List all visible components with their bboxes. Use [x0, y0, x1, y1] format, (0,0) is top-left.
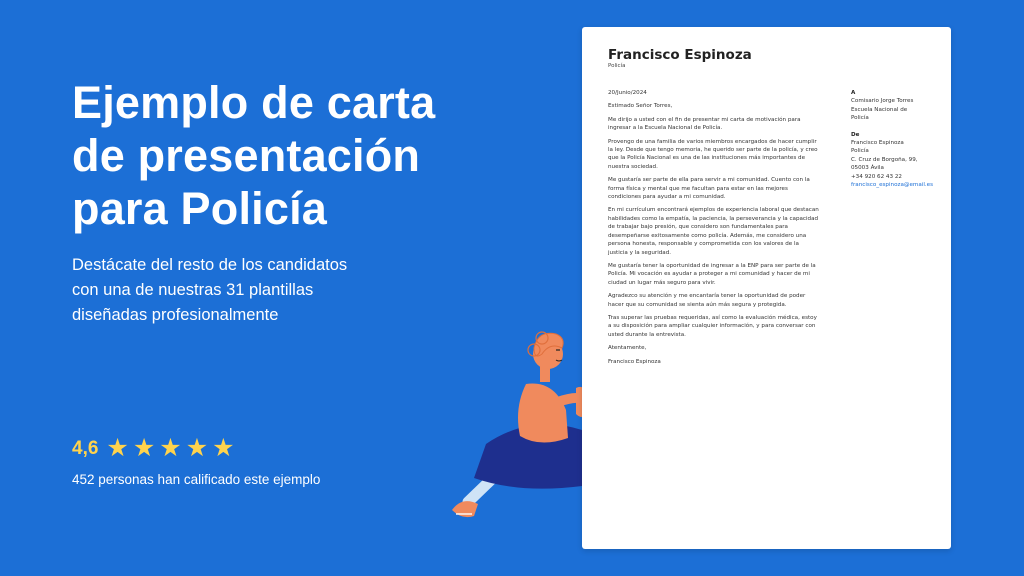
letter-paragraph: Agradezco su atención y me encantaría tener la oportunidad de poder hacer que su comunidad se sienta aún más segura y protegida. [608, 293, 806, 308]
letter-closing: Atentamente, [608, 345, 647, 352]
sender-email: francisco_espinoza@email.es [851, 182, 934, 189]
rating-count: 452 personas han calificado este ejemplo [72, 472, 321, 487]
letter-signature: Francisco Espinoza [608, 358, 661, 365]
star-icon: ★ [106, 434, 129, 462]
letter-body [608, 89, 820, 371]
letter-paragraph: Me gustaría tener la oportunidad de ingresar a la ENP para ser parte de la Policía. Mi vocación es ayudar a proteger a mi comunidad y hacer de mi ciudad un lugar más seguro para vivir. [608, 262, 816, 286]
letter-paragraph: Provengo de una familia de varios miembros encargados de hacer cumplir la ley. Desde que tengo memoria, he querido ser parte de la policía, y creo que la Policía Nacional es una de las instituciones más importantes de nuestra sociedad. [608, 138, 818, 170]
star-icon: ★ [212, 434, 235, 462]
sender-label: De [851, 131, 860, 138]
letter-paragraph: Tras superar las pruebas requeridas, así como la evaluación médica, estoy a su disposición para ampliar cualquier información, y para conversar con usted durante la entrevista. [608, 314, 817, 338]
letter-paragraph: En mi currículum encontrará ejemplos de experiencia laboral que destacan habilidades como la empatía, la paciencia, la perseverancia y la capacidad de trabajar bajo presión, que considero son fundamentales para desempeñarse exitosamente como policía. Además, me considero una persona honesta, responsable y comprometida con los valores de la justicia y la seguridad. [608, 207, 819, 256]
woman-illustration [430, 310, 600, 530]
recipient-line: Comisario Jorge Torres [851, 98, 914, 105]
recipient-line: Policía [851, 115, 869, 122]
star-icon: ★ [185, 434, 209, 462]
sender-line: Policía [851, 148, 869, 155]
cover-letter-preview [582, 27, 951, 549]
star-icon: ★ [132, 434, 156, 462]
letter-paragraph: Me gustaría ser parte de ella para servir a mi comunidad. Cuento con la forma física y mental que me facultan para estar en las mejores condiciones para ayudar a mi comunidad. [608, 177, 810, 201]
letter-paragraph: Me dirijo a usted con el fin de presentar mi carta de motivación para ingresar a la Escuela Nacional de Policía. [608, 116, 801, 132]
recipient-block [851, 89, 946, 123]
sender-line: C. Cruz de Borgoña, 99, [851, 156, 918, 163]
hero-subtitle: Destácate del resto de los candidatos con una de nuestras 31 plantillas diseñadas profesionalmente [72, 256, 348, 324]
rating-row [72, 436, 239, 461]
sender-block [851, 131, 946, 190]
rating-value: 4,6 [72, 437, 99, 459]
author-role: Policía [608, 63, 626, 69]
author-name: Francisco Espinoza [608, 47, 752, 63]
letter-sidebar [851, 89, 946, 197]
letter-greeting: Estimado Señor Torres, [608, 103, 673, 110]
sender-line: Francisco Espinoza [851, 140, 904, 147]
sender-line: +34 920 62 43 22 [851, 173, 902, 180]
star-icon: ★ [159, 434, 182, 462]
hero-title: Ejemplo de carta de presentación para Policía [72, 77, 436, 234]
letter-date: 20/Junio/2024 [608, 90, 647, 96]
recipient-line: Escuela Nacional de [851, 106, 908, 113]
recipient-label: A [851, 90, 856, 96]
sender-line: 05003 Ávila [851, 165, 884, 172]
